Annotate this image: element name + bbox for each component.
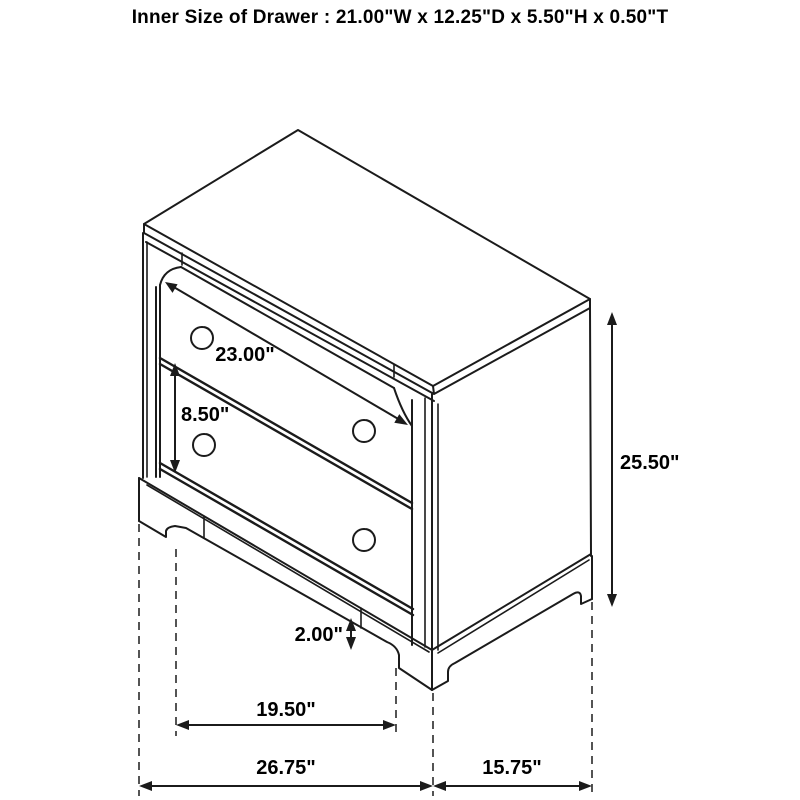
dimension-feet-inner-span: [176, 699, 396, 730]
drawer-lower: [160, 434, 413, 615]
drawer-upper-knob-right-accent: [367, 420, 374, 427]
dim-label-drawer-width: 23.00": [215, 344, 275, 366]
dim-label-overall-height: 25.50": [620, 452, 680, 474]
dim-label-overall-width: 26.75": [256, 757, 316, 779]
dimension-overall-depth: [433, 757, 592, 791]
drawer-upper-knob-left-accent: [205, 327, 212, 334]
plinth-front-feet: [139, 521, 432, 690]
rail-bottom-edge: [181, 267, 394, 388]
projection-lines: [139, 524, 592, 796]
arrowhead: [383, 720, 396, 730]
top-face: [144, 130, 590, 386]
arrowhead: [607, 312, 617, 325]
drawer-lower-knob-left-accent: [207, 434, 214, 441]
arrowhead: [170, 460, 180, 473]
dimension-foot-height: [295, 618, 356, 650]
page-title: Inner Size of Drawer : 21.00"W x 12.25"D x 5.50"H x 0.50"T: [131, 7, 669, 28]
dim-label-drawer-spacing: 8.50": [181, 404, 230, 426]
plinth-ledge-inner-side: [438, 560, 589, 653]
dimension-overall-height: [607, 312, 680, 607]
arrowhead: [139, 781, 152, 791]
drawer-lower-knob-right-accent: [367, 529, 374, 536]
plinth-ledge-inner-front: [147, 485, 429, 652]
arrowhead: [346, 637, 356, 650]
dim-line: [172, 286, 400, 420]
dim-label-feet-inner-span: 19.50": [256, 699, 316, 721]
arrowhead: [176, 720, 189, 730]
dim-label-foot-height: 2.00": [294, 624, 343, 646]
arrowhead: [579, 781, 592, 791]
arrowhead: [165, 282, 178, 293]
back-right-edge: [590, 308, 591, 556]
arrowhead: [433, 781, 446, 791]
arrowhead: [420, 781, 433, 791]
left-stile-edges: [156, 285, 160, 477]
top-reveal-front: [146, 242, 434, 401]
apron-cove-left: [160, 267, 181, 285]
dim-label-overall-depth: 15.75": [482, 757, 542, 779]
dimension-overall-width: [139, 757, 433, 791]
base-plinth: [139, 478, 592, 690]
arrowhead: [607, 594, 617, 607]
